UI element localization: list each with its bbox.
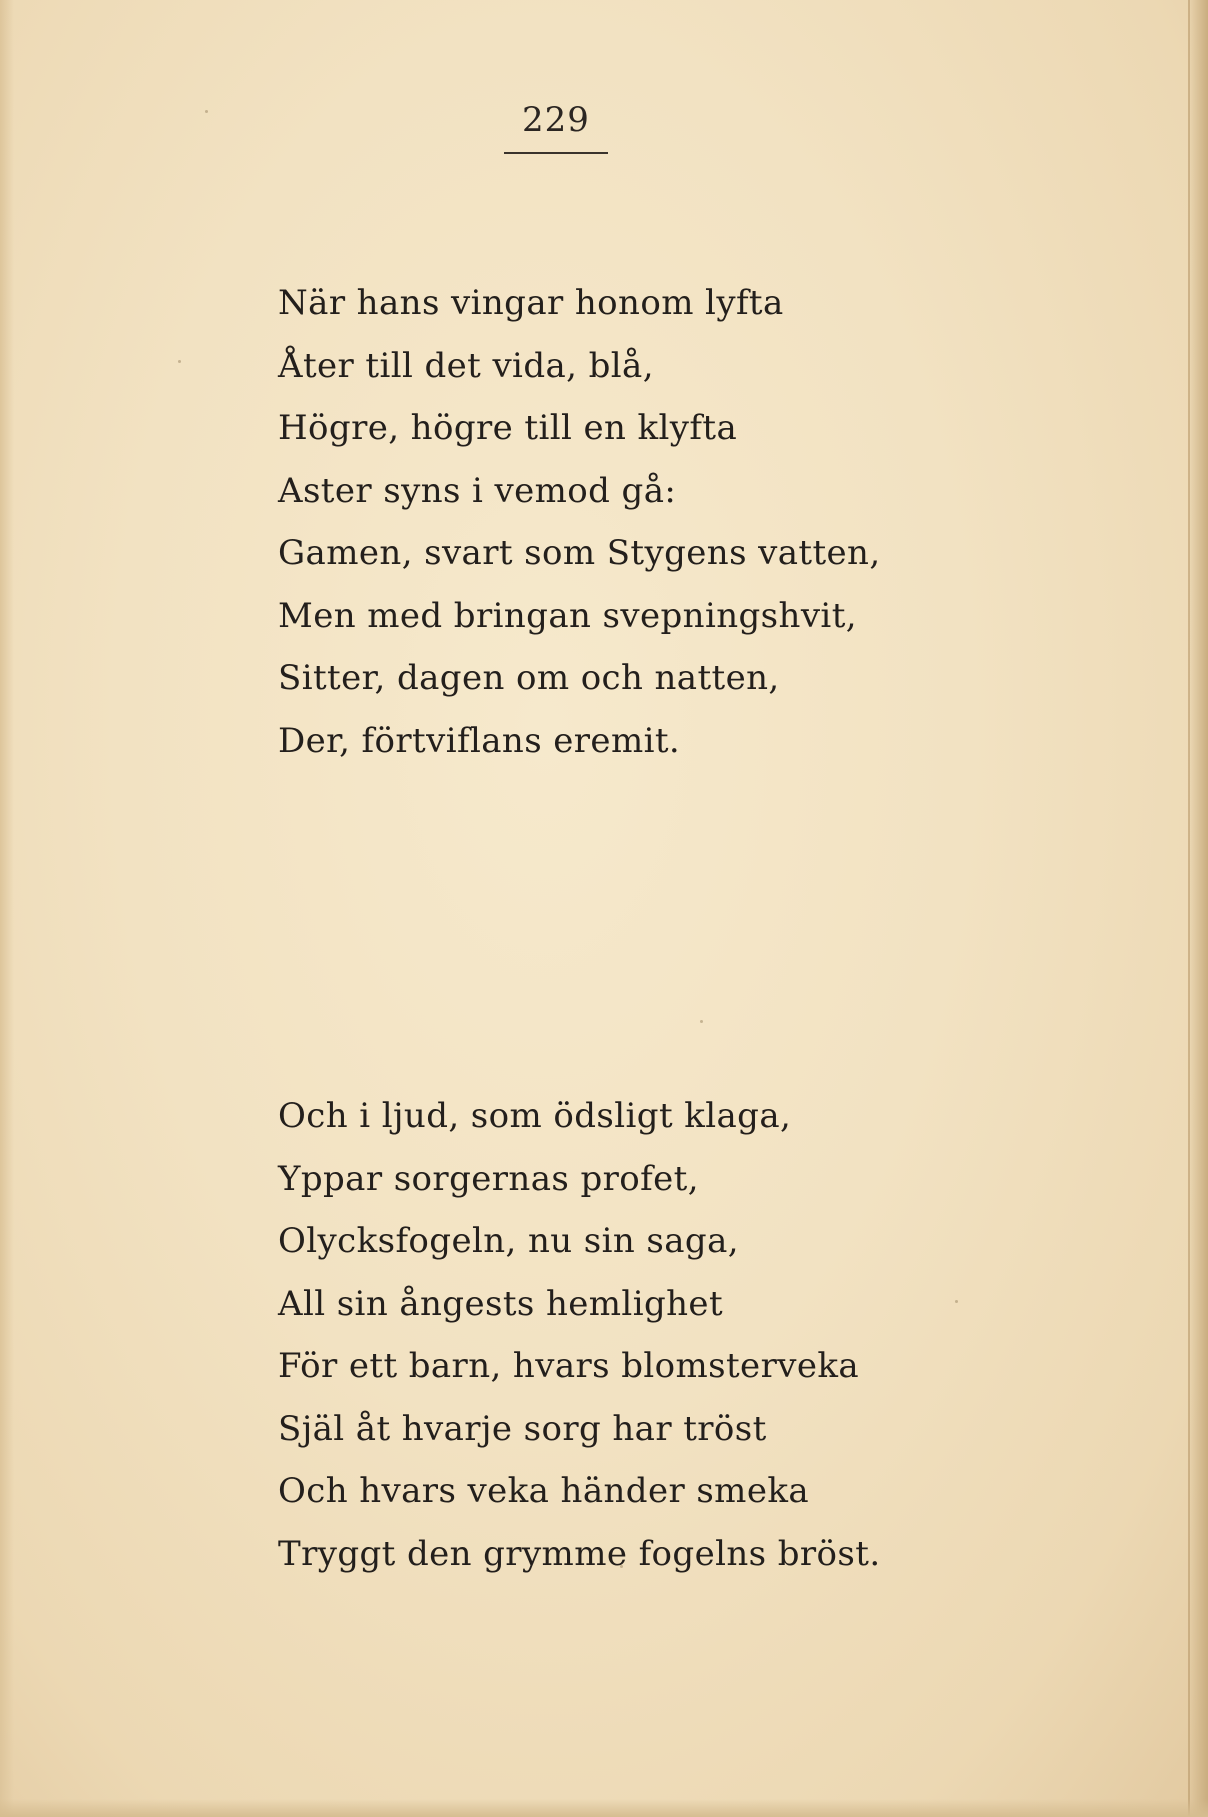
verse-line: Sitter, dagen om och natten, <box>278 658 780 698</box>
verse-line: Åter till det vida, blå, <box>278 345 654 386</box>
page-bottom-edge <box>0 1799 1208 1817</box>
page-number-rule <box>504 152 608 154</box>
verse-line: Tryggt den grymme fogelns bröst. <box>278 1533 881 1574</box>
paper-speck <box>700 1020 703 1023</box>
verse-line: All sin ångests hemlighet <box>278 1283 724 1324</box>
verse-line: Högre, högre till en klyfta <box>278 408 738 448</box>
stanza-1 <box>278 272 938 772</box>
verse-line: Själ åt hvarje sorg har tröst <box>278 1408 767 1449</box>
verse-line: När hans vingar honom lyfta <box>278 283 784 323</box>
verse-line: Der, förtviflans eremit. <box>278 720 681 761</box>
page-right-edge <box>1188 0 1208 1817</box>
page-number: 229 <box>522 100 590 140</box>
verse-line: Olycksfogeln, nu sin saga, <box>278 1221 739 1261</box>
stanza-2 <box>278 1085 938 1585</box>
verse-line: Yppar sorgernas profet, <box>278 1158 699 1199</box>
verse-line: Och i ljud, som ödsligt klaga, <box>278 1096 792 1136</box>
verse-line: Gamen, svart som Stygens vatten, <box>278 533 881 573</box>
paper-speck <box>178 360 181 363</box>
paper-speck <box>205 110 208 113</box>
verse-line: Men med bringan svepningshvit, <box>278 595 857 636</box>
paper-speck <box>955 1300 958 1303</box>
verse-line: Och hvars veka händer smeka <box>278 1471 810 1511</box>
verse-line: Aster syns i vemod gå: <box>278 470 677 511</box>
page-left-edge <box>0 0 14 1817</box>
page-right-edge-line <box>1188 0 1190 1817</box>
verse-line: För ett barn, hvars blomsterveka <box>278 1346 860 1386</box>
